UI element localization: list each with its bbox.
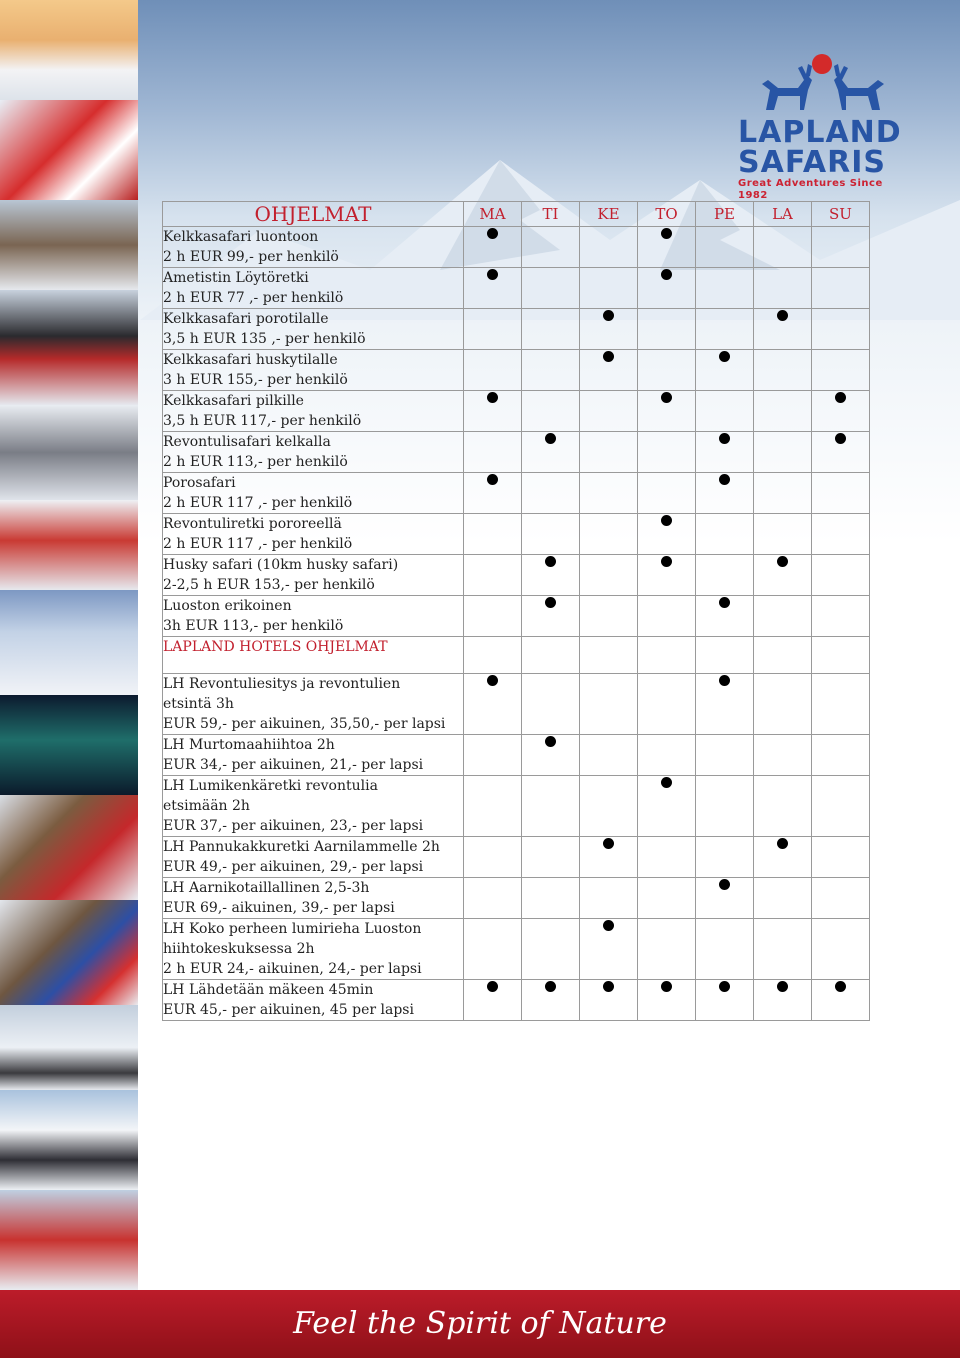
scheduled-dot-icon (777, 838, 788, 849)
day-cell-ma (464, 350, 522, 391)
day-cell-ti (522, 980, 580, 1021)
day-cell-su (812, 391, 870, 432)
day-cell-ma (464, 227, 522, 268)
table-row (163, 878, 870, 919)
day-cell-to (638, 391, 696, 432)
day-cell-la (754, 350, 812, 391)
photo-skiers (0, 1090, 138, 1190)
photo-huskies (0, 405, 138, 500)
scheduled-dot-icon (661, 777, 672, 788)
day-cell-pe (696, 837, 754, 878)
day-cell-ti (522, 391, 580, 432)
day-cell-ke (580, 514, 638, 555)
day-cell-ma (464, 674, 522, 735)
day-cell-su (812, 674, 870, 735)
program-description (163, 735, 464, 776)
day-cell-ti (522, 432, 580, 473)
program-description (163, 555, 464, 596)
table-row (163, 776, 870, 837)
program-line-1: LH Pannukakkuretki Aarnilammelle 2h (163, 839, 440, 855)
logo-word-lapland: LAPLAND (738, 115, 902, 150)
program-line-2: 3h EUR 113,- per henkilö (163, 618, 344, 634)
day-cell-ke (580, 227, 638, 268)
scheduled-dot-icon (777, 310, 788, 321)
day-cell-pe (696, 596, 754, 637)
program-schedule-table (162, 201, 870, 1021)
lapland-safaris-logo (738, 50, 908, 201)
photo-cabin-landscape (0, 590, 138, 695)
day-cell-to (638, 776, 696, 837)
day-cell-ti (522, 268, 580, 309)
table-row (163, 555, 870, 596)
table-row (163, 837, 870, 878)
day-cell-su (812, 919, 870, 980)
program-line-1: Kelkkasafari pilkille (163, 393, 304, 409)
table-row (163, 514, 870, 555)
program-line-3: EUR 37,- per aikuinen, 23,- per lapsi (163, 818, 424, 834)
program-line-1: LH Revontuliesitys ja revontulien (163, 676, 401, 692)
program-line-2: EUR 69,- aikuinen, 39,- per lapsi (163, 900, 395, 916)
scheduled-dot-icon (487, 228, 498, 239)
program-description (163, 432, 464, 473)
day-cell-ke (580, 555, 638, 596)
scheduled-dot-icon (719, 675, 730, 686)
program-line-1: Kelkkasafari huskytilalle (163, 352, 338, 368)
day-cell-ti (522, 473, 580, 514)
day-cell-ti (522, 919, 580, 980)
table-row (163, 432, 870, 473)
empty-cell (522, 637, 580, 674)
table-row (163, 227, 870, 268)
program-description (163, 980, 464, 1021)
day-header-su: SU (812, 202, 870, 227)
day-cell-ke (580, 776, 638, 837)
day-cell-ti (522, 776, 580, 837)
day-header-ke: KE (580, 202, 638, 227)
program-description (163, 878, 464, 919)
scheduled-dot-icon (603, 838, 614, 849)
scheduled-dot-icon (661, 981, 672, 992)
program-line-2: EUR 34,- per aikuinen, 21,- per lapsi (163, 757, 424, 773)
day-cell-ma (464, 432, 522, 473)
day-cell-pe (696, 391, 754, 432)
day-cell-su (812, 473, 870, 514)
program-line-2: 2-2,5 h EUR 153,- per henkilö (163, 577, 375, 593)
day-cell-su (812, 514, 870, 555)
program-description (163, 227, 464, 268)
day-cell-la (754, 227, 812, 268)
photo-sami-reindeer (0, 900, 138, 1005)
program-line-2: EUR 49,- per aikuinen, 29,- per lapsi (163, 859, 424, 875)
day-cell-ti (522, 596, 580, 637)
program-line-1: Husky safari (10km husky safari) (163, 557, 399, 573)
logo-word-safaris: SAFARIS (738, 145, 886, 180)
day-cell-pe (696, 980, 754, 1021)
day-cell-to (638, 596, 696, 637)
day-cell-la (754, 735, 812, 776)
photo-reindeer-sled (0, 200, 138, 290)
program-line-2: hiihtokeskuksessa 2h (163, 941, 315, 957)
day-cell-ke (580, 735, 638, 776)
scheduled-dot-icon (719, 433, 730, 444)
program-description (163, 350, 464, 391)
day-cell-to (638, 473, 696, 514)
scheduled-dot-icon (661, 556, 672, 567)
table-row (163, 674, 870, 735)
day-header-la: LA (754, 202, 812, 227)
scheduled-dot-icon (603, 920, 614, 931)
day-cell-ma (464, 837, 522, 878)
photo-snowmobiles (0, 0, 138, 100)
program-line-2: etsintä 3h (163, 696, 234, 712)
table-row (163, 309, 870, 350)
day-cell-pe (696, 227, 754, 268)
day-cell-to (638, 980, 696, 1021)
program-description (163, 674, 464, 735)
program-description (163, 473, 464, 514)
program-line-2: 3 h EUR 155,- per henkilö (163, 372, 348, 388)
day-cell-ke (580, 878, 638, 919)
empty-cell (696, 637, 754, 674)
day-cell-ke (580, 432, 638, 473)
day-cell-ke (580, 837, 638, 878)
day-cell-ti (522, 837, 580, 878)
program-line-2: 2 h EUR 113,- per henkilö (163, 454, 348, 470)
day-cell-su (812, 878, 870, 919)
day-header-pe: PE (696, 202, 754, 227)
hotel-program-rows (163, 674, 870, 1021)
table-header-row (163, 202, 870, 227)
scheduled-dot-icon (719, 474, 730, 485)
day-cell-to (638, 268, 696, 309)
day-cell-su (812, 350, 870, 391)
day-cell-su (812, 596, 870, 637)
section2-title: LAPLAND HOTELS OHJELMAT (163, 637, 464, 674)
day-cell-to (638, 432, 696, 473)
footer-slogan: Feel the Spirit of Nature (293, 1306, 667, 1341)
photo-ice-fishing (0, 500, 138, 590)
scheduled-dot-icon (487, 474, 498, 485)
day-cell-la (754, 674, 812, 735)
program-line-1: Kelkkasafari porotilalle (163, 311, 329, 327)
program-line-1: LH Lumikenkäretki revontulia (163, 778, 378, 794)
day-cell-la (754, 837, 812, 878)
day-cell-su (812, 268, 870, 309)
day-cell-ti (522, 514, 580, 555)
scheduled-dot-icon (661, 269, 672, 280)
photo-snowmobile-riders (0, 290, 138, 405)
reindeer-logo-icon (738, 50, 908, 120)
program-description (163, 391, 464, 432)
table-row (163, 391, 870, 432)
program-line-1: LH Koko perheen lumirieha Luoston (163, 921, 422, 937)
scheduled-dot-icon (661, 515, 672, 526)
day-cell-ke (580, 596, 638, 637)
section2-header (163, 637, 870, 674)
program-line-3: EUR 59,- per aikuinen, 35,50,- per lapsi (163, 716, 446, 732)
program-description (163, 514, 464, 555)
day-cell-pe (696, 350, 754, 391)
program-line-3: 2 h EUR 24,- aikuinen, 24,- per lapsi (163, 961, 422, 977)
program-line-2: 3,5 h EUR 135 ,- per henkilö (163, 331, 366, 347)
scheduled-dot-icon (777, 981, 788, 992)
day-cell-la (754, 555, 812, 596)
scheduled-dot-icon (661, 392, 672, 403)
scheduled-dot-icon (777, 556, 788, 567)
day-cell-pe (696, 735, 754, 776)
day-cell-la (754, 391, 812, 432)
day-cell-ma (464, 919, 522, 980)
program-description (163, 776, 464, 837)
day-cell-ma (464, 555, 522, 596)
day-cell-ti (522, 555, 580, 596)
day-cell-su (812, 735, 870, 776)
day-cell-su (812, 776, 870, 837)
scheduled-dot-icon (835, 433, 846, 444)
program-description (163, 919, 464, 980)
day-header-to: TO (638, 202, 696, 227)
day-cell-pe (696, 432, 754, 473)
table-row (163, 473, 870, 514)
photo-family-reindeer (0, 795, 138, 900)
scheduled-dot-icon (603, 981, 614, 992)
scheduled-dot-icon (719, 981, 730, 992)
empty-cell (464, 637, 522, 674)
program-line-1: Revontulisafari kelkalla (163, 434, 331, 450)
day-cell-to (638, 878, 696, 919)
day-cell-pe (696, 514, 754, 555)
program-line-1: LH Murtomaahiihtoa 2h (163, 737, 335, 753)
logo-tagline: Great Adventures Since 1982 (738, 178, 883, 201)
day-cell-to (638, 350, 696, 391)
program-line-2: 2 h EUR 117 ,- per henkilö (163, 536, 353, 552)
scheduled-dot-icon (719, 351, 730, 362)
day-cell-ma (464, 391, 522, 432)
day-cell-la (754, 596, 812, 637)
day-cell-pe (696, 555, 754, 596)
day-cell-ke (580, 350, 638, 391)
scheduled-dot-icon (603, 351, 614, 362)
day-cell-la (754, 919, 812, 980)
program-line-2: EUR 45,- per aikuinen, 45 per lapsi (163, 1002, 414, 1018)
scheduled-dot-icon (545, 556, 556, 567)
scheduled-dot-icon (719, 597, 730, 608)
program-description (163, 596, 464, 637)
photo-snowshoe-group (0, 1190, 138, 1290)
safari-rows (163, 227, 870, 637)
scheduled-dot-icon (487, 981, 498, 992)
day-cell-la (754, 878, 812, 919)
photo-strip (0, 0, 138, 1290)
program-description (163, 309, 464, 350)
day-cell-la (754, 776, 812, 837)
empty-cell (812, 637, 870, 674)
day-cell-ke (580, 473, 638, 514)
program-line-2: 2 h EUR 77 ,- per henkilö (163, 290, 344, 306)
program-line-2: 3,5 h EUR 117,- per henkilö (163, 413, 362, 429)
day-cell-ma (464, 596, 522, 637)
day-cell-la (754, 432, 812, 473)
empty-cell (580, 637, 638, 674)
day-cell-su (812, 227, 870, 268)
program-line-1: Luoston erikoinen (163, 598, 292, 614)
day-cell-ma (464, 309, 522, 350)
day-cell-su (812, 555, 870, 596)
scheduled-dot-icon (487, 269, 498, 280)
section2-title-row (163, 637, 870, 674)
day-cell-to (638, 735, 696, 776)
day-cell-ma (464, 514, 522, 555)
scheduled-dot-icon (545, 433, 556, 444)
empty-cell (638, 637, 696, 674)
day-cell-pe (696, 473, 754, 514)
table-row (163, 735, 870, 776)
day-cell-ma (464, 776, 522, 837)
scheduled-dot-icon (545, 736, 556, 747)
day-cell-to (638, 837, 696, 878)
day-cell-ke (580, 268, 638, 309)
day-cell-la (754, 980, 812, 1021)
scheduled-dot-icon (719, 879, 730, 890)
day-cell-su (812, 837, 870, 878)
day-cell-ke (580, 674, 638, 735)
day-cell-ti (522, 227, 580, 268)
program-line-2: 2 h EUR 99,- per henkilö (163, 249, 339, 265)
day-cell-ma (464, 980, 522, 1021)
program-line-1: LH Lähdetään mäkeen 45min (163, 982, 374, 998)
scheduled-dot-icon (487, 675, 498, 686)
photo-dog-sled (0, 1005, 138, 1090)
day-cell-ti (522, 735, 580, 776)
table-title: OHJELMAT (163, 202, 464, 227)
day-cell-pe (696, 674, 754, 735)
photo-aurora (0, 695, 138, 795)
table-row (163, 596, 870, 637)
day-cell-ke (580, 309, 638, 350)
table-row (163, 268, 870, 309)
scheduled-dot-icon (835, 981, 846, 992)
program-description (163, 837, 464, 878)
day-cell-pe (696, 878, 754, 919)
scheduled-dot-icon (835, 392, 846, 403)
day-cell-ma (464, 268, 522, 309)
scheduled-dot-icon (603, 310, 614, 321)
empty-cell (754, 637, 812, 674)
program-line-1: LH Aarnikotaillallinen 2,5-3h (163, 880, 370, 896)
day-cell-ke (580, 919, 638, 980)
table-row (163, 350, 870, 391)
table-row (163, 980, 870, 1021)
day-cell-la (754, 309, 812, 350)
day-cell-ti (522, 350, 580, 391)
day-cell-to (638, 514, 696, 555)
program-line-1: Ametistin Löytöretki (163, 270, 309, 286)
program-line-2: etsimään 2h (163, 798, 250, 814)
program-line-1: Revontuliretki pororeellä (163, 516, 342, 532)
day-cell-ti (522, 309, 580, 350)
day-cell-to (638, 674, 696, 735)
program-line-1: Porosafari (163, 475, 236, 491)
program-description (163, 268, 464, 309)
program-line-1: Kelkkasafari luontoon (163, 229, 319, 245)
day-cell-ma (464, 735, 522, 776)
day-cell-pe (696, 268, 754, 309)
day-cell-su (812, 309, 870, 350)
day-cell-ti (522, 674, 580, 735)
day-header-ti: TI (522, 202, 580, 227)
day-cell-la (754, 268, 812, 309)
day-cell-to (638, 227, 696, 268)
scheduled-dot-icon (487, 392, 498, 403)
day-cell-to (638, 309, 696, 350)
day-cell-ke (580, 391, 638, 432)
day-cell-ti (522, 878, 580, 919)
day-cell-to (638, 555, 696, 596)
scheduled-dot-icon (545, 597, 556, 608)
day-cell-su (812, 432, 870, 473)
day-cell-to (638, 919, 696, 980)
day-cell-ma (464, 878, 522, 919)
scheduled-dot-icon (661, 228, 672, 239)
day-cell-ma (464, 473, 522, 514)
day-cell-la (754, 473, 812, 514)
day-cell-su (812, 980, 870, 1021)
day-cell-la (754, 514, 812, 555)
table-row (163, 919, 870, 980)
photo-santa (0, 100, 138, 200)
scheduled-dot-icon (545, 981, 556, 992)
day-cell-ke (580, 980, 638, 1021)
day-cell-pe (696, 309, 754, 350)
day-cell-pe (696, 919, 754, 980)
program-line-2: 2 h EUR 117 ,- per henkilö (163, 495, 353, 511)
day-header-ma: MA (464, 202, 522, 227)
day-cell-pe (696, 776, 754, 837)
